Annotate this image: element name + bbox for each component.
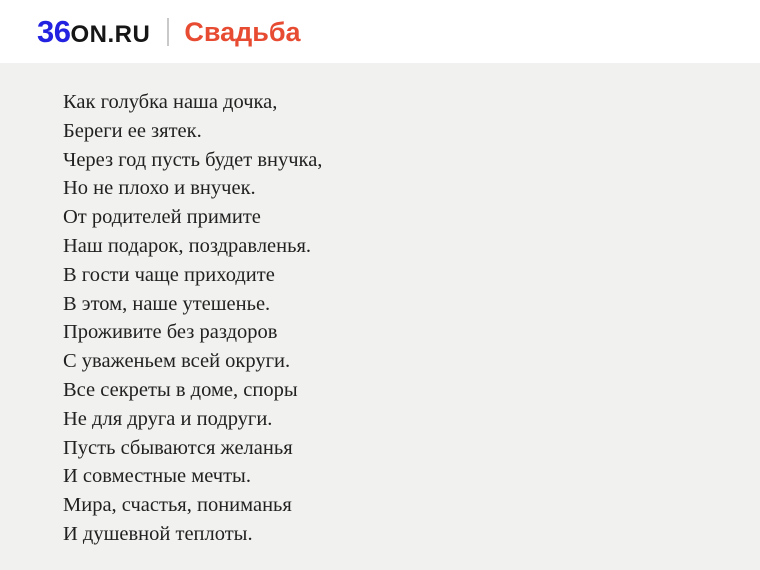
logo-domain: ON.RU bbox=[70, 21, 151, 48]
poem-line: Проживите без раздоров bbox=[63, 321, 278, 344]
site-logo[interactable] bbox=[37, 16, 150, 47]
poem-line: Пусть сбываются желанья bbox=[63, 436, 293, 459]
poem-line: Но не плохо и внучек. bbox=[63, 177, 256, 200]
logo-number: 36 bbox=[37, 14, 71, 49]
article-body bbox=[0, 63, 760, 570]
header-divider bbox=[167, 18, 169, 46]
poem-line: Не для друга и подруги. bbox=[63, 407, 273, 430]
poem-line: В этом, наше утешенье. bbox=[63, 292, 271, 315]
section-title-link[interactable]: Свадьба bbox=[184, 17, 301, 47]
poem-line: Все секреты в доме, споры bbox=[63, 378, 298, 401]
poem-line: Береги ее зятек. bbox=[63, 119, 202, 142]
poem-line: В гости чаще приходите bbox=[63, 263, 275, 286]
poem-line: Как голубка наша дочка, bbox=[63, 91, 278, 113]
poem-line: И душевной теплоты. bbox=[63, 522, 253, 545]
poem-line: С уваженьем всей округи. bbox=[63, 350, 291, 373]
poem-line: И совместные мечты. bbox=[63, 465, 251, 488]
poem-line: Через год пусть будет внучка, bbox=[63, 148, 323, 171]
poem-line: Мира, счастья, пониманья bbox=[63, 494, 292, 517]
poem-line: От родителей примите bbox=[63, 206, 261, 229]
site-header bbox=[0, 0, 760, 63]
poem-line: Наш подарок, поздравленья. bbox=[63, 234, 312, 257]
